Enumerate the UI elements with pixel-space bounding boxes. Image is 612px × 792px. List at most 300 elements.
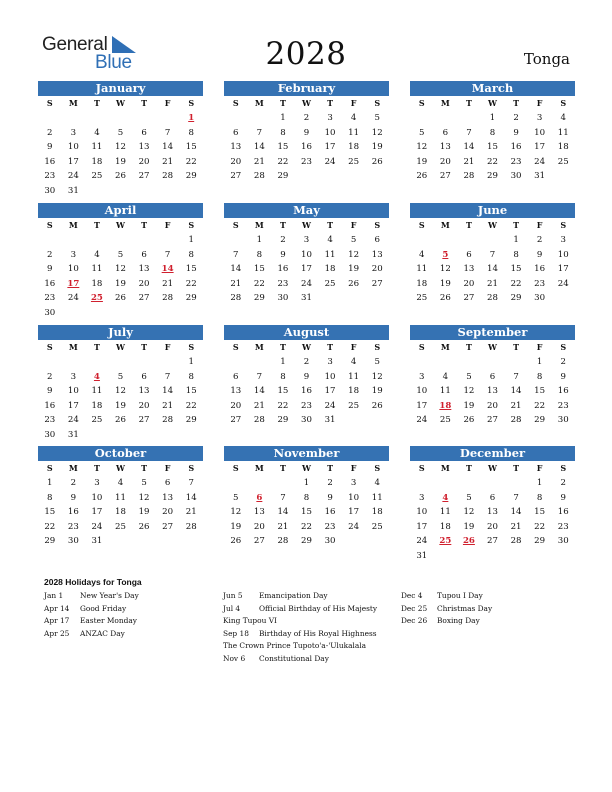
day-cell: 30 [277,293,289,304]
weekday-header-row [410,461,575,476]
day-cell: 1 [303,478,310,488]
day-cell: 12 [371,371,383,382]
day-cell: 21 [253,400,265,411]
empty-day-cell [365,534,389,549]
day-cell: 19 [138,507,150,518]
empty-day-cell [248,355,272,370]
day-cell: 6 [442,127,449,138]
day-cell: 24 [324,400,336,411]
weekday-label: T [93,342,100,352]
day-cell: 28 [185,521,197,532]
holiday-day-cell: 4 [442,492,449,503]
weekday-label: F [164,98,171,108]
weekday-label: M [440,220,450,230]
holiday-date: Nov 6 [223,653,246,663]
day-cell: 7 [513,492,519,503]
weekday-label: M [440,342,450,352]
month-april [38,203,203,321]
empty-day-cell [434,476,458,491]
day-cell: 7 [164,249,171,260]
day-cell: 24 [557,278,569,289]
week-row [410,413,575,428]
day-cell: 3 [303,235,310,245]
day-cell: 22 [487,156,498,167]
day-cell: 30 [44,307,56,318]
day-cell: 10 [67,386,79,397]
weekday-label: W [488,220,497,230]
weekday-label: S [560,342,567,352]
holiday-day-cell: 26 [462,536,475,547]
day-cell: 2 [280,235,286,245]
day-cell: 3 [70,371,77,382]
weekday-label: M [440,98,450,108]
day-cell: 2 [47,249,53,260]
day-cell: 21 [277,521,289,532]
month-header: January [38,81,203,96]
empty-day-cell [62,233,86,248]
empty-day-cell [179,184,203,199]
weekday-label: T [279,98,286,108]
day-cell: 17 [416,400,428,411]
day-cell: 14 [253,142,265,153]
weekday-label: S [232,220,239,230]
empty-day-cell [109,428,133,443]
weekday-label: S [418,220,425,230]
day-cell: 19 [230,521,242,532]
empty-day-cell [271,476,295,491]
day-cell: 17 [348,507,360,518]
empty-day-cell [109,355,133,370]
day-cell: 16 [534,264,546,275]
empty-day-cell [132,306,156,321]
weekday-label: S [374,342,381,352]
day-cell: 28 [277,536,289,547]
day-cell: 4 [350,357,357,367]
day-cell: 14 [277,507,289,518]
day-cell: 23 [277,278,289,289]
weekday-label: W [302,98,311,108]
day-cell: 10 [324,371,336,382]
empty-day-cell [504,549,528,564]
day-cell: 8 [513,249,519,260]
day-cell: 9 [303,127,310,138]
day-cell: 8 [303,492,310,503]
month-march [410,81,575,184]
day-cell: 10 [534,127,546,138]
day-cell: 6 [164,478,171,488]
day-cell: 20 [487,521,498,532]
week-row [410,355,575,370]
day-cell: 31 [67,185,79,196]
month-may [224,203,389,306]
day-cell: 5 [466,371,472,382]
day-cell: 3 [94,478,100,488]
empty-day-cell [224,355,248,370]
week-row [224,384,389,399]
day-cell: 24 [91,521,103,532]
holiday-name: Official Birthday of His Majesty [259,603,378,613]
weekday-label: S [418,98,425,108]
empty-day-cell [342,413,366,428]
day-cell: 12 [115,142,126,153]
holiday-entry [223,603,377,616]
weekday-label: T [327,220,334,230]
holiday-date: Apr 17 [44,616,70,626]
day-cell: 20 [162,507,174,518]
weekday-header-row [410,218,575,233]
day-cell: 20 [439,156,451,167]
week-row [38,476,203,491]
empty-day-cell [410,476,434,491]
day-cell: 19 [115,278,126,289]
day-cell: 23 [324,521,336,532]
weekday-label: F [536,463,543,473]
week-row [38,248,203,263]
day-cell: 1 [47,478,53,488]
day-cell: 29 [277,171,289,182]
week-row [224,399,389,414]
day-cell: 25 [348,400,360,411]
day-cell: 17 [324,142,336,153]
empty-day-cell [85,306,109,321]
day-cell: 12 [463,386,475,397]
weekday-label: S [188,220,195,230]
day-cell: 24 [301,278,312,289]
day-cell: 3 [419,371,425,382]
week-row [224,262,389,277]
day-cell: 13 [138,142,150,153]
empty-day-cell [457,355,481,370]
day-cell: 15 [534,386,546,397]
week-row [224,491,389,506]
day-cell: 31 [534,171,546,182]
week-row [410,126,575,141]
weekday-label: S [46,463,53,473]
week-row [410,248,575,263]
holiday-entry [401,590,492,603]
month-february [224,81,389,184]
day-cell: 27 [371,278,383,289]
holiday-name: Constitutional Day [259,653,329,663]
holiday-name: The Crown Prince Tupoto'a-'Ulukalala [223,641,367,651]
month-header: November [224,446,389,461]
weekday-label: S [560,220,567,230]
empty-day-cell [551,549,575,564]
weekday-label: T [513,98,520,108]
empty-day-cell [62,306,86,321]
day-cell: 2 [536,235,543,245]
day-cell: 11 [324,249,336,260]
empty-day-cell [481,476,505,491]
day-cell: 3 [327,357,333,367]
day-cell: 1 [188,235,194,245]
day-cell: 27 [230,171,242,182]
day-cell: 26 [416,171,428,182]
weekday-label: M [254,98,264,108]
day-cell: 12 [115,264,126,275]
weekday-label: T [513,342,520,352]
week-row [38,384,203,399]
day-cell: 4 [560,113,566,123]
day-cell: 10 [67,264,79,275]
week-row [38,184,203,199]
weekday-label: S [560,98,567,108]
empty-day-cell [342,291,366,306]
day-cell: 9 [560,371,566,382]
day-cell: 26 [439,293,451,304]
day-cell: 30 [44,185,56,196]
weekday-header-row [410,96,575,111]
day-cell: 16 [44,278,56,289]
day-cell: 9 [280,249,286,260]
week-row [224,277,389,292]
day-cell: 29 [487,171,498,182]
weekday-label: W [488,342,497,352]
day-cell: 18 [91,156,103,167]
day-cell: 10 [324,127,336,138]
day-cell: 24 [67,171,79,182]
empty-day-cell [38,355,62,370]
day-cell: 21 [510,521,522,532]
weekday-label: W [302,342,311,352]
weekday-label: T [327,463,334,473]
day-cell: 2 [560,357,566,367]
day-cell: 13 [230,386,242,397]
day-cell: 23 [44,415,56,426]
day-cell: 7 [256,371,263,382]
weekday-label: W [116,98,125,108]
weekday-label: T [93,463,100,473]
empty-day-cell [85,184,109,199]
day-cell: 1 [188,357,194,367]
weekday-label: T [141,98,148,108]
country-name: Tonga [523,50,570,68]
holiday-column [223,590,377,666]
day-cell: 12 [416,142,428,153]
day-cell: 15 [185,264,197,275]
weekday-label: S [188,98,195,108]
day-cell: 30 [557,415,569,426]
day-cell: 20 [371,264,383,275]
day-cell: 16 [557,386,569,397]
day-cell: 11 [348,127,360,138]
day-cell: 19 [463,521,475,532]
weekday-label: F [536,98,543,108]
day-cell: 28 [230,293,242,304]
month-header: October [38,446,203,461]
day-cell: 25 [557,156,569,167]
day-cell: 22 [277,156,289,167]
day-cell: 4 [350,113,357,123]
day-cell: 5 [374,357,380,367]
empty-day-cell [365,413,389,428]
week-row [38,491,203,506]
day-cell: 3 [419,492,425,503]
day-cell: 25 [439,415,451,426]
weekday-label: W [116,342,125,352]
day-cell: 17 [301,264,312,275]
day-cell: 9 [47,264,53,275]
holiday-date: Jan 1 [44,591,64,600]
week-row [38,140,203,155]
week-row [224,140,389,155]
day-cell: 12 [348,249,360,260]
empty-day-cell [132,428,156,443]
holiday-day-cell: 25 [90,293,103,304]
weekday-label: S [46,220,53,230]
day-cell: 20 [230,156,242,167]
calendar-year: 2028 [265,36,347,72]
day-cell: 10 [557,249,569,260]
week-row [410,262,575,277]
week-row [410,169,575,184]
day-cell: 18 [439,521,451,532]
day-cell: 15 [534,507,546,518]
day-cell: 8 [280,127,286,138]
day-cell: 31 [416,550,428,561]
day-cell: 2 [303,357,310,367]
empty-day-cell [318,291,342,306]
week-row [224,155,389,170]
week-row [38,413,203,428]
day-cell: 23 [44,171,56,182]
day-cell: 8 [47,492,53,503]
week-row [38,126,203,141]
week-row [38,534,203,549]
month-july [38,325,203,443]
empty-day-cell [85,233,109,248]
day-cell: 23 [510,156,522,167]
holiday-day-cell: 18 [439,400,452,411]
day-cell: 15 [185,142,197,153]
day-cell: 3 [327,113,333,123]
day-cell: 11 [91,264,103,275]
month-august [224,325,389,428]
week-row [224,248,389,263]
week-row [38,399,203,414]
empty-day-cell [85,428,109,443]
week-row [38,155,203,170]
week-row [38,277,203,292]
day-cell: 27 [487,536,498,547]
empty-day-cell [551,169,575,184]
day-cell: 7 [164,127,171,138]
day-cell: 30 [44,429,56,440]
holiday-entry [223,653,377,666]
weekday-label: T [141,463,148,473]
day-cell: 21 [510,400,522,411]
holiday-name: Good Friday [80,603,127,613]
day-cell: 22 [301,521,312,532]
day-cell: 8 [188,127,194,138]
day-cell: 2 [70,478,77,488]
weekday-label: S [46,342,53,352]
day-cell: 22 [44,521,56,532]
day-cell: 27 [253,536,265,547]
holiday-entry [223,628,377,641]
day-cell: 7 [256,127,263,138]
day-cell: 5 [117,371,124,382]
weekday-label: T [279,342,286,352]
empty-day-cell [434,233,458,248]
day-cell: 1 [256,235,263,245]
weekday-label: S [188,463,195,473]
day-cell: 15 [510,264,522,275]
day-cell: 22 [185,400,197,411]
empty-day-cell [62,111,86,126]
day-cell: 7 [466,127,472,138]
day-cell: 5 [117,249,124,260]
day-cell: 1 [489,113,496,123]
week-row [410,233,575,248]
week-row [410,155,575,170]
day-cell: 23 [67,521,79,532]
weekday-label: T [465,220,472,230]
day-cell: 16 [324,507,336,518]
day-cell: 15 [487,142,498,153]
week-row [38,520,203,535]
day-cell: 11 [416,264,428,275]
day-cell: 22 [185,278,197,289]
empty-day-cell [156,306,180,321]
day-cell: 3 [350,478,357,488]
day-cell: 7 [489,249,496,260]
week-row [224,370,389,385]
holiday-date: Dec 4 [401,591,423,600]
day-cell: 6 [489,371,496,382]
weekday-label: T [513,220,520,230]
day-cell: 18 [557,142,569,153]
week-row [38,262,203,277]
week-row [224,520,389,535]
day-cell: 6 [489,492,496,503]
day-cell: 21 [162,400,174,411]
day-cell: 8 [188,249,194,260]
day-cell: 9 [560,492,566,503]
day-cell: 18 [115,507,126,518]
weekday-label: F [536,342,543,352]
month-header: December [410,446,575,461]
empty-day-cell [457,476,481,491]
weekday-header-row [38,461,203,476]
day-cell: 10 [301,249,312,260]
weekday-label: M [68,98,78,108]
weekday-label: F [350,220,357,230]
week-row [224,169,389,184]
weekday-header-row [224,340,389,355]
holiday-entry [223,615,377,628]
day-cell: 24 [67,293,79,304]
week-row [410,491,575,506]
day-cell: 4 [374,478,380,488]
day-cell: 22 [277,400,289,411]
empty-day-cell [132,184,156,199]
day-cell: 28 [487,293,498,304]
day-cell: 22 [534,400,546,411]
weekday-label: M [440,463,450,473]
month-june [410,203,575,306]
day-cell: 5 [233,492,239,503]
day-cell: 2 [47,371,53,382]
day-cell: 12 [115,386,126,397]
day-cell: 16 [67,507,79,518]
day-cell: 22 [185,156,197,167]
day-cell: 4 [419,249,425,260]
day-cell: 14 [487,264,498,275]
month-october [38,446,203,549]
week-row [224,126,389,141]
day-cell: 11 [91,386,103,397]
